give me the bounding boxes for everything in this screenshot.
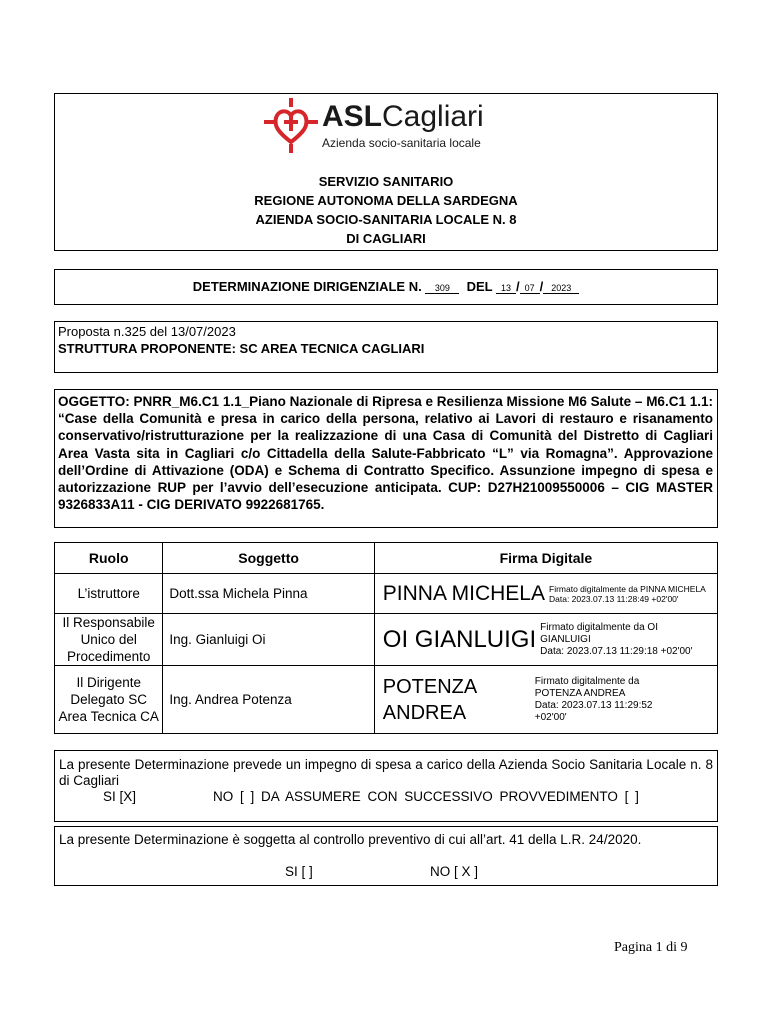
ruolo-cell: L’istruttore [55,574,163,614]
signature-name: OI GIANLUIGI [382,625,537,653]
signature-date: Data: 2023.07.13 11:28:49 +02'00' [549,593,679,604]
impegno-text: La presente Determinazione prevede un impegno di spesa a carico della Azienda Socio Sanitaria Locale n. 8 di Cagliari [59,757,713,788]
col-firma: Firma Digitale [374,543,717,574]
asl-logo [262,96,502,154]
proposta-box [54,321,718,373]
signature-name: PINNA MICHELA [382,581,545,605]
asl-cross-heart-icon [262,96,320,154]
date-day: 13 [496,283,516,294]
page-number: Pagina 1 di 9 [614,940,688,955]
signature-name: POTENZA [382,675,478,698]
soggetto-cell: Dott.ssa Michela Pinna [163,574,374,614]
header-line: AZIENDA SOCIO-SANITARIA LOCALE N. 8 [255,212,517,227]
signature-date: Data: 2023.07.13 11:29:18 +02'00' [540,645,693,657]
signature-cell [374,614,717,666]
struttura-proponente: STRUTTURA PROPONENTE: SC AREA TECNICA CAGLIARI [58,341,425,356]
logo-bold-text: ASL [322,100,382,133]
impegno-no: NO [ ] DA ASSUMERE CON SUCCESSIVO PROVVEDIMENTO [ ] [213,789,639,804]
controllo-no: NO [ X ] [430,864,479,879]
table-row [55,614,718,666]
impegno-si: SI [X] [103,789,137,804]
determinazione-line: DETERMINAZIONE DIRIGENZIALE N. 309 DEL 13 / 07 / 2023 [55,279,717,294]
determinazione-number: 309 [425,283,459,294]
signature-date: Data: 2023.07.13 11:29:52 +02'00' [534,699,653,723]
del-label: DEL [466,279,493,294]
firme-table [54,542,718,734]
controllo-si: SI [ ] [285,864,313,879]
oggetto-box [54,389,718,528]
date-month: 07 [520,283,540,294]
controllo-text: La presente Determinazione è soggetta al controllo preventivo di cui all’art. 41 della L.R. 24/2020. [59,832,642,847]
col-ruolo: Ruolo [55,543,163,574]
soggetto-cell: Ing. Gianluigi Oi [163,614,374,666]
signature-name: ANDREA [382,701,467,724]
soggetto-cell: Ing. Andrea Potenza [163,666,374,734]
header-line: DI CAGLIARI [346,231,426,246]
ruolo-cell: Il Responsabile Unico del Procedimento [55,614,163,666]
logo-tagline: Azienda socio-sanitaria locale [322,136,481,150]
ruolo-cell: Il Dirigente Delegato SC Area Tecnica CA [55,666,163,734]
header-lines [54,172,718,248]
logo-name-text: Cagliari [382,100,484,133]
proposta-number: Proposta n.325 del 13/07/2023 [58,324,236,339]
table-header-row [55,543,718,574]
date-year: 2023 [543,283,579,294]
oggetto-text: OGGETTO: PNRR_M6.C1 1.1_Piano Nazionale di Ripresa e Resilienza Missione M6 Salute – M6.C1 1.1: “Case della Comunità e presa in carico della persona, relativo ai Lavori di restauro e risanamento conservativo/ristrutturazione per la realizzazione di una Casa di Comunità del Distretto di Cagliari Area Vasta sita in Cagliari c/o Cittadella della Salute-Fabbricato “L” via Romagna”. Approvazione dell’Ordine di Attivazione (ODA) e Schema di Contratto Specifico. Assunzione impegno di spesa e autorizzazione RUP per l’avvio dell’esecuzione anticipata. CUP: D27H21009550006 – CIG MASTER 9326833A11 - CIG DERIVATO 9922681765. [58,394,713,513]
header-line: SERVIZIO SANITARIO [318,174,454,189]
impegno-box [54,750,718,822]
signature-signed-by: Firmato digitalmente da PINNA MICHELA [549,583,706,594]
signature-signed-by: Firmato digitalmente da OI GIANLUIGI [540,621,658,645]
determinazione-label: DETERMINAZIONE DIRIGENZIALE N. [192,279,422,294]
controllo-box [54,826,718,886]
col-soggetto: Soggetto [163,543,374,574]
header-line: REGIONE AUTONOMA DELLA SARDEGNA [254,193,518,208]
determinazione-box [54,269,718,305]
table-row [55,666,718,734]
signature-signed-by: Firmato digitalmente da POTENZA ANDREA [534,675,640,699]
signature-cell [374,574,717,614]
table-row [55,574,718,614]
signature-cell [374,666,717,734]
